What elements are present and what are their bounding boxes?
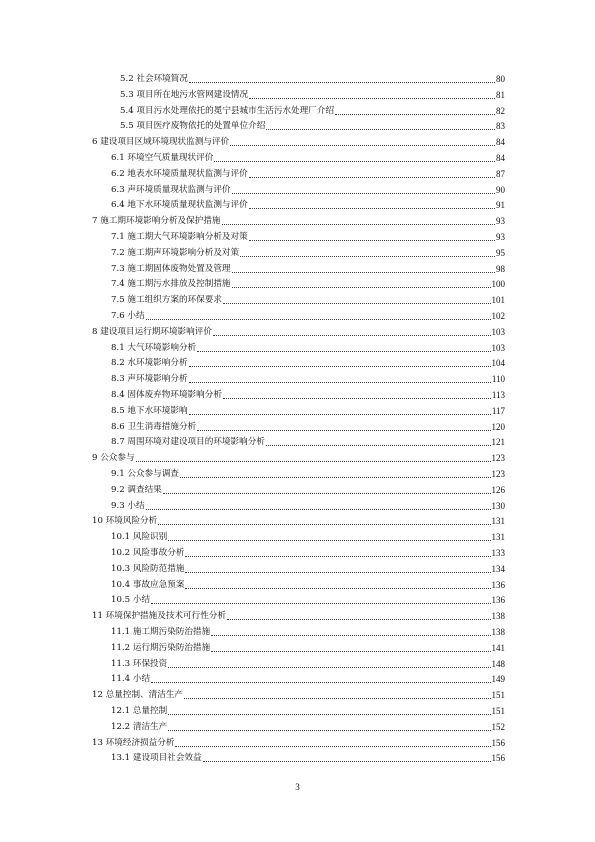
toc-entry[interactable]	[111, 183, 505, 197]
toc-entry[interactable]	[111, 404, 505, 418]
toc-entry[interactable]	[111, 388, 505, 402]
toc-entry-title: 11 环境保护措施及技术可行性分析	[92, 611, 226, 622]
toc-entry[interactable]	[111, 309, 505, 323]
toc-entry-title: 10 环境风险分析	[92, 516, 158, 527]
toc-dot-leader	[197, 351, 490, 352]
toc-dot-leader	[213, 335, 491, 336]
toc-entry[interactable]	[111, 372, 505, 386]
toc-entry[interactable]	[111, 341, 505, 355]
toc-dot-leader	[240, 256, 495, 257]
toc-entry-page: 93	[496, 216, 505, 227]
toc-entry[interactable]	[111, 151, 505, 165]
toc-entry[interactable]	[111, 293, 505, 307]
toc-entry-page: 152	[491, 721, 505, 732]
toc-entry-title: 12 总量控制、清洁生产	[92, 690, 184, 701]
toc-entry-page: 100	[491, 279, 505, 290]
toc-dot-leader	[249, 98, 495, 99]
toc-entry[interactable]	[120, 119, 505, 133]
toc-dot-leader	[232, 193, 495, 194]
toc-entry-page: 95	[496, 247, 505, 258]
toc-dot-leader	[168, 540, 490, 541]
toc-entry-title: 10.2 风险事故分析	[111, 548, 185, 558]
toc-dot-leader	[232, 272, 495, 273]
toc-entry-title: 9.3 小结	[111, 500, 145, 511]
toc-entry[interactable]	[92, 135, 505, 149]
toc-entry-title: 10.5 小结	[111, 595, 151, 606]
toc-dot-leader	[223, 303, 491, 304]
toc-entry-title: 10.3 风险防范措施	[111, 563, 185, 574]
toc-dot-leader	[249, 240, 495, 241]
toc-dot-leader	[232, 287, 491, 288]
toc-entry-page: 123	[491, 469, 505, 479]
toc-entry-title: 6.4 地下水环境质量现状监测与评价	[111, 200, 248, 211]
toc-entry-page: 113	[491, 390, 505, 400]
toc-entry-page: 91	[496, 200, 505, 211]
toc-entry[interactable]	[111, 562, 505, 576]
toc-entry-page: 156	[491, 753, 505, 764]
toc-entry[interactable]	[111, 167, 505, 181]
toc-entry-title: 7.6 小结	[111, 311, 145, 321]
toc-entry[interactable]	[120, 72, 505, 86]
toc-entry[interactable]	[111, 657, 505, 671]
toc-dot-leader	[185, 572, 490, 573]
toc-dot-leader	[168, 730, 490, 731]
toc-entry-title: 5.2 社会环境简况	[120, 74, 188, 84]
toc-entry-title: 11.3 环保投资	[111, 658, 168, 669]
toc-dot-leader	[189, 82, 495, 83]
toc-entry-title: 7 施工期环境影响分析及保护措施	[92, 216, 221, 227]
toc-entry[interactable]	[111, 435, 505, 449]
toc-entry[interactable]	[111, 578, 505, 592]
toc-entry-page: 117	[491, 405, 505, 416]
toc-dot-leader	[211, 635, 490, 636]
toc-entry-page: 110	[491, 374, 505, 385]
toc-entry-page: 136	[491, 579, 505, 590]
toc-entry-title: 11.1 施工期污染防治措施	[111, 627, 211, 637]
toc-entry-page: 83	[496, 121, 505, 132]
toc-entry[interactable]	[120, 88, 505, 102]
toc-entry-page: 130	[491, 500, 505, 511]
toc-entry-page: 134	[491, 563, 505, 574]
toc-entry[interactable]	[111, 720, 505, 734]
toc-entry-title: 7.5 施工组织方案的环保要求	[111, 295, 222, 306]
toc-entry-page: 121	[491, 437, 505, 448]
toc-entry-page: 104	[491, 358, 505, 369]
toc-entry-title: 6.1 环境空气质量现状评价	[111, 153, 214, 163]
toc-dot-leader	[189, 382, 491, 383]
toc-dot-leader	[230, 145, 495, 146]
toc-entry-page: 84	[496, 153, 505, 163]
toc-entry[interactable]	[92, 451, 505, 465]
toc-entry-title: 12.2 清洁生产	[111, 721, 168, 732]
toc-dot-leader	[197, 430, 490, 431]
toc-dot-leader	[222, 224, 495, 225]
toc-entry[interactable]	[111, 246, 505, 260]
toc-entry-page: 80	[496, 74, 505, 84]
toc-entry[interactable]	[111, 672, 505, 686]
toc-dot-leader	[211, 651, 490, 652]
toc-entry-page: 101	[491, 295, 505, 306]
toc-entry[interactable]	[120, 104, 505, 118]
toc-entry-page: 151	[491, 706, 505, 716]
toc-dot-leader	[146, 319, 491, 320]
toc-entry-page: 156	[491, 737, 505, 748]
toc-entry-title: 13 环境经济损益分析	[92, 737, 175, 748]
toc-dot-leader	[189, 414, 491, 415]
toc-dot-leader	[136, 461, 491, 462]
toc-entry-page: 141	[491, 642, 505, 653]
toc-entry-title: 7.3 施工期固体废物处置及管理	[111, 263, 231, 274]
toc-entry-page: 131	[491, 532, 505, 543]
toc-entry-title: 9 公众参与	[92, 453, 135, 464]
toc-dot-leader	[158, 524, 490, 525]
toc-dot-leader	[249, 177, 495, 178]
toc-dot-leader	[214, 161, 495, 162]
toc-dot-leader	[223, 398, 491, 399]
toc-dot-leader	[151, 603, 490, 604]
toc-entry-page: 81	[496, 89, 505, 100]
toc-entry[interactable]	[92, 214, 505, 228]
toc-entry[interactable]	[111, 704, 505, 718]
toc-entry[interactable]	[92, 688, 505, 702]
toc-entry-page: 136	[491, 595, 505, 606]
toc-entry-page: 151	[491, 690, 505, 701]
toc-entry-title: 6.2 地表水环境质量现状监测与评价	[111, 168, 248, 179]
toc-entry-page: 98	[496, 263, 505, 274]
toc-entry-page: 126	[491, 484, 505, 495]
toc-entry[interactable]	[92, 514, 505, 528]
toc-entry-page: 148	[491, 658, 505, 669]
toc-entry-title: 8.5 地下水环境影响	[111, 405, 188, 416]
toc-entry-title: 5.3 项目所在地污水管网建设情况	[120, 89, 249, 100]
toc-entry-page: 93	[496, 232, 505, 242]
toc-entry-title: 6 建设项目区域环境现状监测与评价	[92, 137, 230, 148]
toc-entry-page: 103	[491, 342, 505, 353]
toc-entry-page: 84	[496, 137, 505, 148]
toc-dot-leader	[184, 698, 490, 699]
toc-entry-title: 7.4 施工期污水排放及控制措施	[111, 279, 231, 290]
toc-entry-page: 82	[496, 105, 505, 116]
toc-entry-title: 9.2 调查结果	[111, 484, 162, 495]
toc-entry-title: 8 建设项目运行期环境影响评价	[92, 326, 212, 337]
toc-dot-leader	[168, 667, 490, 668]
toc-entry-title: 11.4 小结	[111, 674, 151, 685]
toc-entry-title: 8.3 声环境影响分析	[111, 374, 188, 385]
toc-entry-title: 7.2 施工期声环境影响分析及对策	[111, 247, 240, 258]
toc-entry[interactable]	[111, 262, 505, 276]
toc-entry-title: 9.1 公众参与调查	[111, 469, 179, 479]
toc-entry-title: 8.2 水环境影响分析	[111, 358, 188, 369]
toc-entry[interactable]	[111, 277, 505, 291]
toc-entry[interactable]	[111, 420, 505, 434]
toc-entry-title: 12.1 总量控制	[111, 706, 168, 716]
toc-entry-page: 103	[491, 326, 505, 337]
toc-entry[interactable]	[111, 625, 505, 639]
toc-entry[interactable]	[92, 736, 505, 750]
toc-entry[interactable]	[111, 593, 505, 607]
toc-entry[interactable]	[111, 356, 505, 370]
toc-entry[interactable]	[111, 530, 505, 544]
toc-entry-title: 6.3 声环境质量现状监测与评价	[111, 184, 231, 195]
toc-entry[interactable]	[111, 198, 505, 212]
toc-dot-leader	[266, 445, 491, 446]
toc-entry-page: 120	[491, 421, 505, 432]
toc-dot-leader	[180, 477, 491, 478]
toc-dot-leader	[168, 714, 490, 715]
toc-entry-title: 13.1 建设项目社会效益	[111, 753, 202, 764]
toc-entry[interactable]	[111, 230, 505, 244]
toc-dot-leader	[335, 114, 495, 115]
toc-dot-leader	[266, 129, 495, 130]
toc-entry-page: 123	[491, 453, 505, 464]
toc-entry-title: 5.4 项目污水处理依托的冕宁县城市生活污水处理厂介绍	[120, 105, 335, 116]
toc-entry[interactable]	[92, 609, 505, 623]
toc-dot-leader	[189, 366, 491, 367]
toc-entry-title: 11.2 运行期污染防治措施	[111, 642, 211, 653]
toc-entry[interactable]	[111, 467, 505, 481]
toc-entry-title: 8.7 周围环境对建设项目的环境影响分析	[111, 437, 265, 448]
toc-dot-leader	[175, 746, 490, 747]
toc-dot-leader	[146, 509, 491, 510]
toc-entry-title: 7.1 施工期大气环境影响分析及对策	[111, 232, 248, 242]
toc-entry-title: 10.1 风险识别	[111, 532, 168, 543]
toc-entry-title: 8.1 大气环境影响分析	[111, 342, 197, 353]
toc-dot-leader	[203, 761, 491, 762]
toc-dot-leader	[185, 556, 490, 557]
toc-entry-page: 90	[496, 184, 505, 195]
toc-entry[interactable]	[111, 483, 505, 497]
toc-dot-leader	[185, 588, 490, 589]
toc-entry-page: 131	[491, 516, 505, 527]
toc-dot-leader	[163, 493, 491, 494]
toc-entry-page: 149	[491, 674, 505, 685]
page-number: 3	[295, 782, 300, 792]
toc-entry[interactable]	[111, 546, 505, 560]
toc-entry-page: 87	[496, 168, 505, 179]
toc-entry[interactable]	[111, 751, 505, 765]
toc-entry-page: 138	[491, 627, 505, 637]
toc-entry-page: 133	[491, 548, 505, 558]
toc-entry[interactable]	[111, 499, 505, 513]
toc-entry-title: 8.6 卫生消毒措施分析	[111, 421, 197, 432]
toc-dot-leader	[227, 619, 491, 620]
toc-entry[interactable]	[92, 325, 505, 339]
toc-entry-title: 8.4 固体废弃物环境影响分析	[111, 390, 222, 400]
toc-entry[interactable]	[111, 641, 505, 655]
toc-entry-title: 10.4 事故应急预案	[111, 579, 185, 590]
toc-entry-page: 138	[491, 611, 505, 622]
toc-dot-leader	[151, 682, 490, 683]
toc-dot-leader	[249, 208, 495, 209]
toc-entry-page: 102	[491, 311, 505, 321]
toc-entry-title: 5.5 项目医疗废物依托的处置单位介绍	[120, 121, 266, 132]
